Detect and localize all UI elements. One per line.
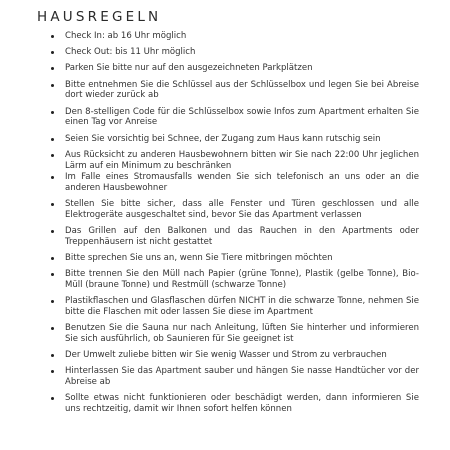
rule-text: Plastikflaschen und Glasflaschen dürfen NICHT in die schwarze Tonne, nehmen Sie bitte die Flaschen mit oder lassen Sie diese im Apartment bbox=[65, 296, 419, 317]
rule-text: Im Falle eines Stromausfalls wenden Sie sich telefonisch an uns oder an die anderen Hausbewohner bbox=[65, 171, 419, 193]
bullet-icon bbox=[51, 230, 54, 233]
bullet-icon bbox=[51, 138, 54, 141]
rule-item bbox=[0, 393, 450, 415]
rule-item bbox=[0, 134, 450, 145]
bullet-icon bbox=[51, 397, 54, 400]
rule-text: Check In: ab 16 Uhr möglich bbox=[65, 31, 187, 41]
bullet-icon bbox=[51, 354, 54, 357]
rule-text: Den 8-stelligen Code für die Schlüsselbox sowie Infos zum Apartment erhalten Sie einen Tag vor Anreise bbox=[65, 106, 419, 128]
rule-item bbox=[0, 199, 450, 221]
rule-item bbox=[0, 253, 450, 264]
rule-item bbox=[0, 323, 450, 345]
rule-text: Bitte entnehmen Sie die Schlüssel aus der Schlüsselbox und legen Sie bei Abreise dort wieder zurück ab bbox=[65, 79, 419, 101]
bullet-icon bbox=[51, 327, 54, 330]
rules-list bbox=[0, 31, 450, 420]
rule-item bbox=[0, 172, 450, 194]
rule-text: Bitte sprechen Sie uns an, wenn Sie Tiere mitbringen möchten bbox=[65, 252, 333, 263]
rule-item bbox=[0, 107, 450, 129]
rule-item bbox=[0, 366, 450, 388]
rule-text: Benutzen Sie die Sauna nur nach Anleitung, lüften Sie hinterher und informieren Sie sich ausführlich, ob Saunieren für Sie geeignet ist bbox=[65, 323, 419, 344]
rule-item bbox=[0, 296, 450, 318]
rule-item bbox=[0, 63, 450, 74]
bullet-icon bbox=[51, 51, 54, 54]
bullet-icon bbox=[51, 111, 54, 114]
rule-item bbox=[0, 226, 450, 248]
rule-text: Sollte etwas nicht funktionieren oder beschädigt werden, dann informieren Sie uns rechtzeitig, damit wir Ihnen sofort helfen können bbox=[65, 393, 419, 414]
bullet-icon bbox=[51, 84, 54, 87]
bullet-icon bbox=[51, 154, 54, 157]
rule-text: Aus Rücksicht zu anderen Hausbewohnern bitten wir Sie nach 22:00 Uhr jeglichen Lärm auf ein Minimum zu beschränken bbox=[65, 149, 419, 171]
rule-text: Hinterlassen Sie das Apartment sauber und hängen Sie nasse Handtücher vor der Abreise ab bbox=[65, 366, 419, 387]
rule-text: Check Out: bis 11 Uhr möglich bbox=[65, 47, 196, 58]
rule-item bbox=[0, 47, 450, 58]
rule-item bbox=[0, 31, 450, 42]
rule-item bbox=[0, 350, 450, 361]
bullet-icon bbox=[51, 257, 54, 260]
bullet-icon bbox=[51, 273, 54, 276]
bullet-icon bbox=[51, 35, 54, 38]
rule-text: Bitte trennen Sie den Müll nach Papier (grüne Tonne), Plastik (gelbe Tonne), Bio-Müll (braune Tonne) und Restmüll (schwarze Tonne) bbox=[65, 269, 419, 290]
bullet-icon bbox=[51, 203, 54, 206]
bullet-icon bbox=[51, 300, 54, 303]
rule-text: Das Grillen auf den Balkonen und das Rauchen in den Apartments oder Treppenhäusern ist nicht gestattet bbox=[65, 225, 419, 247]
bullet-icon bbox=[51, 67, 54, 70]
rule-item bbox=[0, 150, 450, 172]
bullet-icon bbox=[51, 176, 54, 179]
rule-item bbox=[0, 80, 450, 102]
rule-text: Stellen Sie bitte sicher, dass alle Fenster und Türen geschlossen und alle Elektrogeräte ausgeschaltet sind, bevor Sie das Apartment verlassen bbox=[65, 198, 419, 220]
rule-text: Parken Sie bitte nur auf den ausgezeichneten Parkplätzen bbox=[65, 63, 313, 74]
rule-text: Der Umwelt zuliebe bitten wir Sie wenig Wasser und Strom zu verbrauchen bbox=[65, 350, 387, 360]
bullet-icon bbox=[51, 370, 54, 373]
rule-item bbox=[0, 269, 450, 291]
page-title: HAUSREGELN bbox=[37, 9, 162, 25]
rule-text: Seien Sie vorsichtig bei Schnee, der Zugang zum Haus kann rutschig sein bbox=[65, 133, 381, 144]
